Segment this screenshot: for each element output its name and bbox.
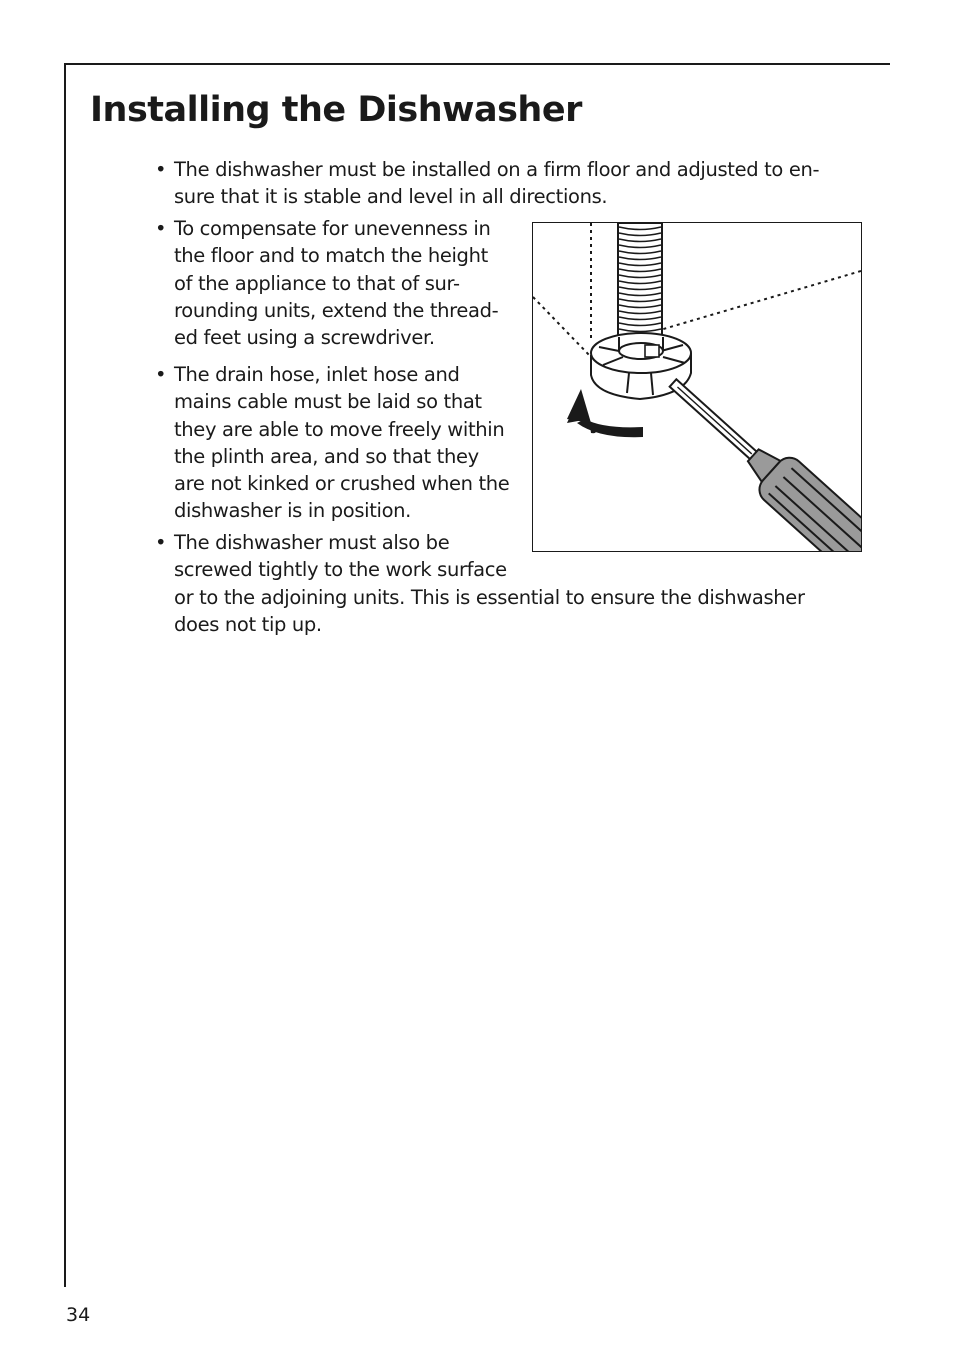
bullet-text-line: The drain hose, inlet hose and bbox=[174, 363, 460, 386]
foot-adjustment-illustration bbox=[532, 222, 862, 552]
page-number: 34 bbox=[66, 1304, 91, 1326]
bullet-item-installation-floor bbox=[155, 156, 819, 211]
page-frame-top-rule bbox=[64, 63, 890, 65]
bullet-text-line: mains cable must be laid so that bbox=[174, 390, 482, 414]
bullet-text-line: dishwasher is in position. bbox=[174, 499, 412, 523]
bullet-text bbox=[174, 156, 819, 211]
dotted-guide-lines bbox=[533, 223, 861, 357]
bullet-text-line: sure that it is stable and level in all directions. bbox=[174, 185, 608, 209]
bullet-symbol: • bbox=[155, 363, 167, 386]
bullet-symbol: • bbox=[155, 217, 167, 240]
screwdriver-icon bbox=[656, 364, 861, 551]
threaded-foot-rod bbox=[618, 223, 662, 349]
bullet-text-line: The dishwasher must also be bbox=[174, 531, 450, 554]
bullet-text-line: or to the adjoining units. This is essential to ensure the dishwasher bbox=[174, 585, 805, 609]
bullet-text-line: the plinth area, and so that they bbox=[174, 444, 479, 468]
bullet-text-line: are not kinked or crushed when the bbox=[174, 472, 510, 496]
bullet-text-line: To compensate for unevenness in bbox=[174, 217, 491, 240]
bullet-text-line: The dishwasher must be installed on a firm floor and adjusted to en- bbox=[174, 158, 820, 181]
bullet-text-line: rounding units, extend the thread- bbox=[174, 298, 499, 322]
bullet-text-line: of the appliance to that of sur- bbox=[174, 271, 460, 295]
bullet-item-hoses-and-cable bbox=[155, 361, 509, 525]
bullet-text bbox=[174, 215, 498, 351]
bullet-text-line: does not tip up. bbox=[174, 612, 322, 636]
bullet-item-threaded-feet bbox=[155, 215, 498, 351]
bullet-text-line: screwed tightly to the work surface bbox=[174, 558, 507, 582]
page-frame-left-rule bbox=[64, 63, 66, 1287]
page-title: Installing the Dishwasher bbox=[90, 90, 582, 130]
bullet-text-line: they are able to move freely within bbox=[174, 417, 505, 441]
bullet-symbol: • bbox=[155, 531, 167, 554]
bullet-text-line: ed feet using a screwdriver. bbox=[174, 326, 435, 350]
bullet-text-line: the floor and to match the height bbox=[174, 244, 488, 268]
bullet-text bbox=[174, 361, 509, 525]
bullet-symbol: • bbox=[155, 158, 167, 181]
